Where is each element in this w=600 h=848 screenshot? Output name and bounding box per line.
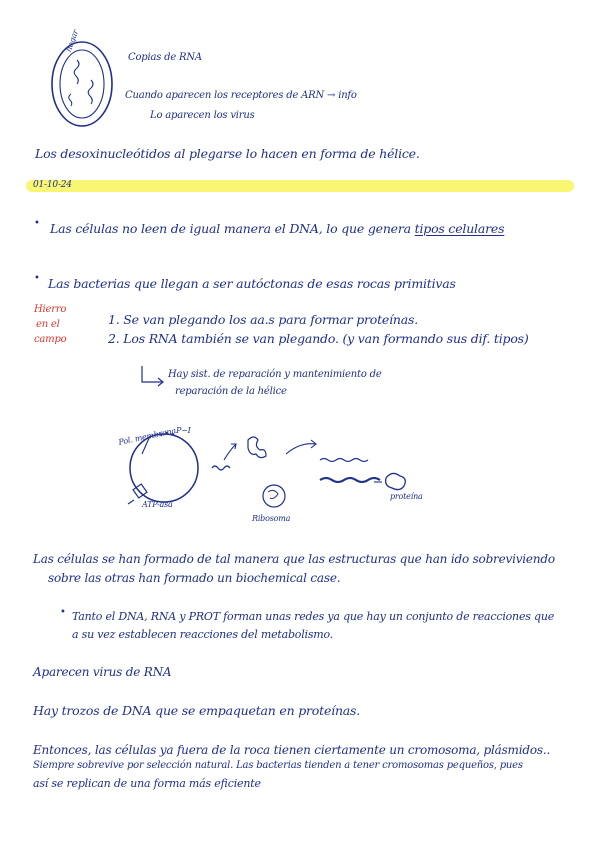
polypeptide-chain [320,478,380,482]
paragraph-5-line-2: Siempre sobrevive por selección natural. Las bacterias tienden a tener cromosomas pequeños, pues [33,760,523,771]
paragraph-4: Hay trozos de DNA que se empaquetan en proteínas. [33,703,361,718]
sub-arrow [138,364,168,394]
note-line-virus: Lo aparecen los virus [150,110,255,121]
paragraph-5-line-1: Entonces, las células ya fuera de la roca tienen ciertamente un cromosoma, plásmidos.. [33,743,551,757]
note-line-receptores-a: Cuando aparecen los receptores de [125,90,299,101]
cell-circle [130,434,198,502]
paragraph-1-line-2: sobre las otras han formado un biochemical case. [48,571,341,585]
side-note-line-1: Hierro [34,304,67,315]
folded-rna [248,437,266,458]
virus-outer-ellipse [52,42,112,126]
bullet-dot-1: • [34,218,40,229]
numbered-item-1: 1. Se van plegando los aa.s para formar proteínas. [108,312,419,327]
bullet-2: Las bacterias que llegan a ser autóctonas de esas rocas primitivas [48,276,456,291]
sub-note-line-1: Hay sist. de reparación y mantenimiento de [168,369,382,380]
virus-label: hogar [64,28,81,54]
bullet-1-text: Las células no leen de igual manera el DNA, lo que genera [50,221,411,236]
paragraph-3: Aparecen virus de RNA [33,665,172,679]
arrow-right [286,444,316,454]
virus-squiggle-3 [69,94,72,106]
date-label: 01-10-24 [33,180,72,190]
bullet-1-underlined: tipos celulares [414,221,505,236]
bullet-dot-3: • [60,607,66,618]
sub-note-line-2: reparación de la hélice [175,386,287,397]
atp-ase-stem [128,500,134,504]
mrna-strand [320,459,368,462]
note-line-copias: Copias de RNA [128,52,202,63]
label-atp-ase: ATP-asa [142,500,173,509]
note-line-receptores [125,90,357,101]
numbered-item-2: 2. Los RNA también se van plegando. (y van formando sus dif. tipos) [108,331,529,346]
label-pol: P~I [176,426,191,435]
label-membrane: Pol. membrana [117,426,177,447]
label-ribosome: Ribosoma [252,514,291,523]
label-protein: proteína [390,492,423,501]
virus-cell-sketch [44,34,124,134]
protein-blob [386,473,406,489]
side-note-line-2: en el [36,319,60,330]
arrow-up [224,444,236,460]
ribosome-inner [268,490,278,498]
side-note-line-3: campo [34,334,67,345]
virus-squiggle-1 [74,60,79,84]
paragraph-2-line-1: Tanto el DNA, RNA y PROT forman unas redes ya que hay un conjunto de reacciones que [72,610,555,623]
dna-squiggle [212,466,230,470]
bullet-dot-2: • [34,273,40,284]
paragraph-5-line-3: así se replican de una forma más eficiente [33,777,261,790]
paragraph-1-line-1: Las células se han formado de tal manera que las estructuras que han ido sobreviviendo [33,552,555,566]
virus-inner-ellipse [60,50,104,118]
ribosome-circle [263,485,285,507]
virus-squiggle-2 [88,80,93,104]
date-highlight [26,180,574,192]
note-line-helice: Los desoxinucleótidos al plegarse lo hacen en forma de hélice. [35,146,420,161]
note-line-receptores-b: ARN → info [301,90,357,101]
bullet-1 [50,221,504,236]
paragraph-2-line-2: a su vez establecen reacciones del metabolismo. [72,628,334,641]
